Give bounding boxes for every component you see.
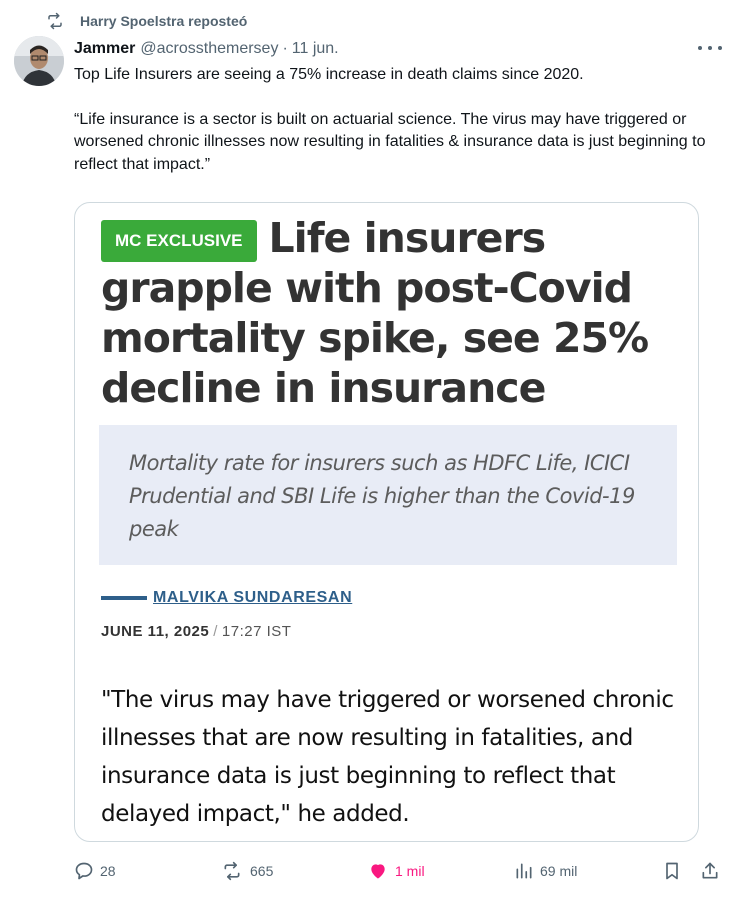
avatar[interactable] <box>14 36 64 86</box>
date-separator: / <box>213 623 218 640</box>
byline-author[interactable]: MALVIKA SUNDARESAN <box>153 589 353 606</box>
repost-count: 665 <box>250 863 274 879</box>
byline-bar <box>101 596 147 600</box>
article-summary: Mortality rate for insurers such as HDFC Life, ICICI Prudential and SBI Life is higher than the Covid-19 peak <box>129 451 635 541</box>
bookmark-icon <box>662 861 682 881</box>
share-button[interactable] <box>700 858 726 884</box>
author-handle[interactable]: @acrossthemersey <box>140 40 279 57</box>
tweet-date[interactable]: 11 jun. <box>291 40 339 57</box>
views-count: 69 mil <box>540 863 578 879</box>
article-summary-box <box>99 425 677 565</box>
tweet-text-line-1: Top Life Insurers are seeing a 75% increase in death claims since 2020. <box>74 66 584 83</box>
byline-row <box>101 589 352 607</box>
reply-icon <box>74 861 94 881</box>
tweet-text <box>74 64 724 198</box>
heart-icon <box>367 861 389 881</box>
repost-button[interactable] <box>220 858 273 884</box>
views-button[interactable] <box>514 858 577 884</box>
reply-count: 28 <box>100 863 116 879</box>
repost-icon <box>220 861 244 881</box>
headline-text: Life insurers grapple with post-Covid mortality spike, see 25% decline in insurance <box>101 214 649 412</box>
article-time: 17:27 IST <box>221 623 292 640</box>
author-name[interactable]: Jammer <box>74 40 136 57</box>
like-button[interactable] <box>367 858 425 884</box>
share-icon <box>700 861 720 881</box>
exclusive-badge: MC EXCLUSIVE <box>101 220 257 262</box>
repost-text[interactable]: Harry Spoelstra reposteó <box>80 13 248 29</box>
tweet-actions <box>74 858 724 884</box>
article-card[interactable] <box>74 202 699 842</box>
reply-button[interactable] <box>74 858 116 884</box>
repost-indicator[interactable] <box>46 10 247 32</box>
repost-icon <box>46 12 64 30</box>
like-count: 1 mil <box>395 863 425 879</box>
article-quote: "The virus may have triggered or worsened chronic illnesses that are now resulting in fatalities, and insurance data is just beginning to reflect that delayed impact," he added. <box>101 687 674 827</box>
views-icon <box>514 861 534 881</box>
more-options-icon[interactable] <box>698 38 722 58</box>
tweet-text-line-2: “Life insurance is a sector is built on actuarial science. The virus may have triggered or worsened chronic illnesses now resulting in fatalities & insurance data is just beginning to reflect that impact.” <box>74 110 706 173</box>
bookmark-button[interactable] <box>662 858 688 884</box>
tweet-header <box>74 38 339 60</box>
header-separator: · <box>282 40 288 57</box>
article-date: JUNE 11, 2025 <box>101 623 210 640</box>
article-dateline <box>101 623 291 640</box>
